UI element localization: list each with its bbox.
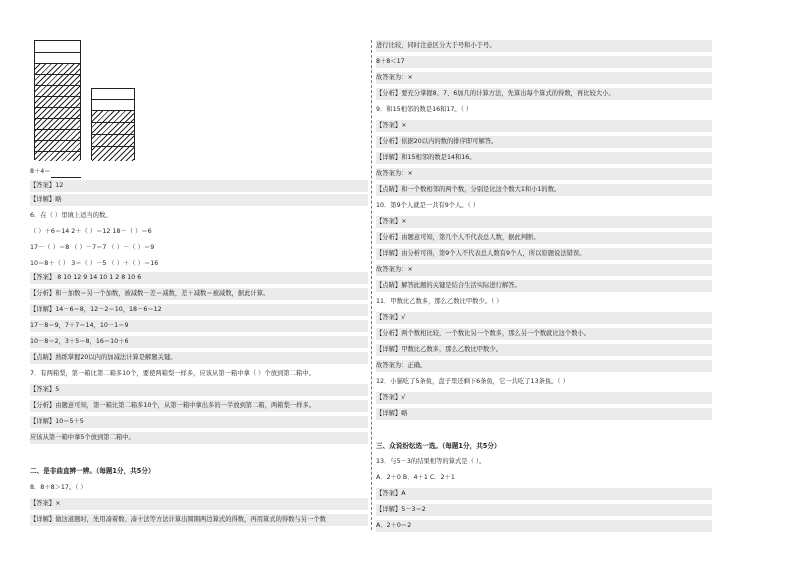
section2-title: 二、是非曲直辨一辨。（每题1分，共5分） [30,467,155,475]
q10-text: 10．第9个人就是一共有9个人。（ ） [376,202,480,209]
bar-illustration [34,40,144,160]
q13-answer: 【答案】A [376,488,712,500]
q10-detail: 【详解】由分析可得，第9个人不代表总人数有9个人，所以原题说法错误。 [376,248,712,260]
q9-conclusion: 故答案为：× [376,168,712,180]
q8-analysis: 【分析】要充分掌握8、7、6加几的计算方法，先算出每个算式的得数，再比较大小。 [376,88,712,100]
q12-answer: 【答案】√ [376,392,712,404]
q7-analysis: 【分析】由题意可知，第一箱比第二箱多10个，从第一箱中拿出多的一半放到第二箱，两箱梨一样多。 [30,400,368,412]
q10-analysis: 【分析】由题意可知，第几个人不代表总人数，据此判断。 [376,232,712,244]
q6-detail: 【详解】14－6＝8，12－2＝10，18－6＝12 [30,304,368,316]
q8-text: 8．8＋8＞17。（ ） [30,484,87,491]
q8-detail: 【详解】做这道题时，先用凑着数、凑十法等方法计算出圆圈两边算式的得数，再用算式的得数与另一个数 [30,514,368,526]
q11-conclusion: 故答案为：正确。 [376,360,712,372]
q11-answer: 【答案】√ [376,312,712,324]
q6-comment: 【点睛】熟练掌握20以内的加减法计算是解题关键。 [30,352,368,364]
column-divider [371,40,372,530]
q7-text: 7．有两箱梨，第一箱比第二箱多10个，要使两箱梨一样多，应该从第一箱中拿（ ）个放到第二箱中。 [30,370,315,377]
q8-equation: 8＋8＜17 [376,56,712,68]
q13-calc: A．2＋0＝2 [376,520,712,532]
q9-text: 9．和15相邻的数是16和17。（ ） [376,106,473,113]
answer-blank [51,169,81,178]
q6-analysis: 【分析】和－加数＝另一个加数，被减数－差＝减数，差＋减数＝被减数，据此计算。 [30,288,368,300]
q6-calc2: 10－8＝2，3＋5＝8，16＝10＋6 [30,336,368,348]
q7-answer: 【答案】5 [30,384,368,396]
q8-answer: 【答案】× [30,498,368,510]
q9-answer: 【答案】× [376,120,712,132]
q6-row2: 17－（ ）＝8 （ ）－7＝7 （ ）－（ ）＝9 [30,244,155,251]
q6-row1: （ ）＋6＝14 2＋（ ）＝12 18－（ ）＝6 [30,228,152,235]
q11-analysis: 【分析】两个数相比较，一个数比另一个数多，那么另一个数就比这个数小。 [376,328,712,340]
q6-calc1: 17－8＝9，7＋7＝14，10－1＝9 [30,320,368,332]
q10-answer: 【答案】× [376,216,712,228]
q13-options: A．2＋0 B．4＋1 C．2＋1 [376,474,455,481]
q5-answer: 【答案】12 [30,180,368,192]
q9-comment: 【点睛】和一个数相邻的两个数，分别是比这个数大1和小1的数。 [376,184,712,196]
q10-conclusion: 故答案为：× [376,264,712,276]
q12-text: 12．小猫吃了5条鱼，盘子里还剩下6条鱼，它一共吃了13条鱼。（ ） [376,378,569,385]
q13-text: 13．与5－3的结果相等的算式是（ ）。 [376,458,486,465]
q6-title: 6．在（ ）里填上适当的数。 [30,212,112,219]
q11-text: 11．甲数比乙数多，那么乙数比甲数少。（ ） [376,298,503,305]
section3-title: 三、众说纷纭选一选。（每题1分，共5分） [376,442,501,450]
q7-conclusion: 应该从第一箱中拿5个放到第二箱中。 [30,432,368,444]
q7-detail: 【详解】10＝5＋5 [30,416,368,428]
q11-detail: 【详解】甲数比乙数多，那么乙数比甲数少。 [376,344,712,356]
q6-answer: 【答案】 8 10 12 9 14 10 1 2 8 10 6 [30,272,368,284]
bar-short [91,88,135,160]
q8-conclusion: 故答案为：× [376,72,712,84]
bar-tall [34,40,81,160]
q9-analysis: 【分析】依据20以内的数的排序即可解答。 [376,136,712,148]
q5-detail: 【详解】略 [30,194,368,206]
bar-equation: 8＋4＝ [30,166,81,178]
q10-comment: 【点睛】解答此题的关键是结合生活实际进行解答。 [376,280,712,292]
q12-detail: 【详解】略 [376,408,712,420]
q6-row3: 10＝8＋（ ） 3＝（ ）－5 （ ）＋（ ）＝16 [30,260,159,267]
q9-detail: 【详解】和15相邻的数是14和16。 [376,152,712,164]
q13-detail: 【详解】5－3＝2 [376,504,712,516]
q8-continuation: 进行比较，同时注意区分大于号和小于号。 [376,40,712,52]
